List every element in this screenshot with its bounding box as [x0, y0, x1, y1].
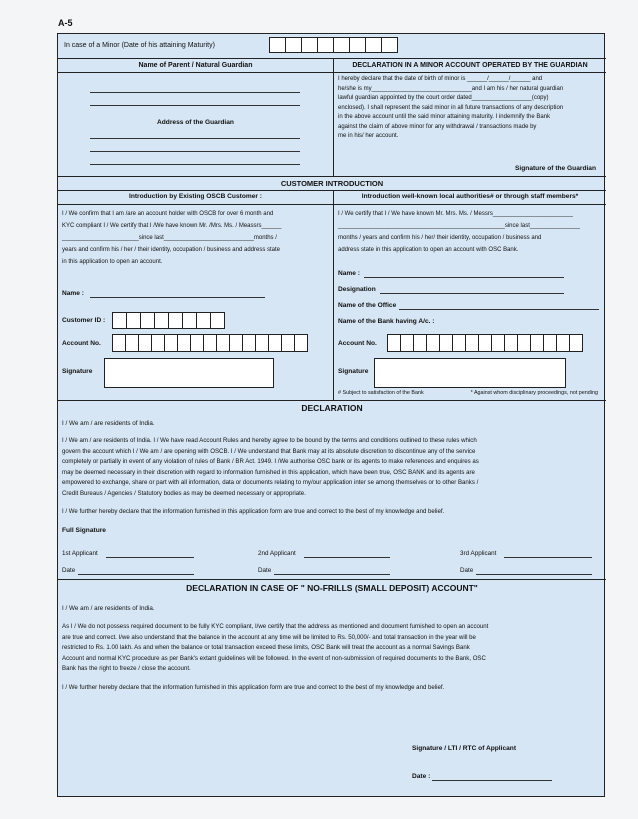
divider	[58, 204, 606, 205]
intro-right-header: Introduction well-known local authorities# or through staff members*	[361, 193, 579, 200]
guardian-address-label: Address of the Guardian	[157, 119, 234, 126]
date-2-line[interactable]	[274, 574, 390, 575]
right-signature-label: Signature	[338, 368, 369, 375]
applicant-1-line[interactable]	[106, 557, 194, 558]
right-name-line[interactable]	[364, 277, 564, 278]
applicant-3-line[interactable]	[504, 557, 592, 558]
designation-line[interactable]	[380, 293, 564, 294]
customer-id-label: Customer ID :	[62, 317, 106, 324]
office-label: Name of the Office	[338, 302, 397, 309]
intro-line: years and confirm his / her / their identity, occupation / business and address state	[62, 247, 281, 253]
declaration-line: he/she is my______________________________and I am his / her natural guardian	[338, 85, 564, 92]
name-label: Name :	[62, 290, 84, 297]
office-line[interactable]	[399, 309, 599, 310]
customer-id-boxes[interactable]	[112, 312, 224, 329]
guardian-declaration-text	[338, 75, 602, 142]
divider	[58, 72, 606, 73]
applicant-3-label: 3rd Applicant	[460, 550, 497, 557]
footnote-left: # Subject to satisfaction of the Bank	[338, 390, 424, 396]
no-frills-line: As I / We do not possess required document to be fully KYC compliant, I/we certify that the address as mentioned and document furnished to open an account	[62, 623, 489, 630]
guardian-address-line[interactable]	[90, 164, 300, 165]
applicant-1-label: 1st Applicant	[62, 550, 98, 557]
intro-line: months / years and confirm his / her/ their identity, occupation / business and	[338, 235, 542, 241]
name-line[interactable]	[90, 297, 265, 298]
guardian-declaration-header: DECLARATION IN A MINOR ACCOUNT OPERATED BY THE GUARDIAN	[352, 62, 588, 69]
intro-line: __________________________________________________since last_______________	[338, 223, 580, 229]
declaration-line: Credit Bureaus / Agencies / Statutory bodies as may be deemed necessary or appropriate.	[62, 489, 306, 497]
declaration-line: completely or partially in event of any violation of rules of Bank / BR Act. 1949. I /We authorise OSC bank or its agents to make references and enquires as	[62, 458, 479, 465]
intro-line: in this application to open an account.	[62, 259, 163, 265]
signature-label: Signature	[62, 368, 93, 375]
signature-box[interactable]	[104, 358, 274, 388]
designation-label: Designation	[338, 286, 376, 293]
intro-line: I / We confirm that I am /are an account holder with OSCB for over 6 month and	[62, 211, 274, 217]
no-frills-p1: I / We am / are residents of India.	[62, 605, 155, 612]
declaration-p3: I / We further hereby declare that the information furnished in this application form are true and correct to the best of my knowledge and belief.	[62, 508, 445, 515]
guardian-address-line[interactable]	[90, 151, 300, 152]
maturity-label: In case of a Minor (Date of his attaining Maturity)	[64, 42, 215, 49]
introduction-title: CUSTOMER INTRODUCTION	[280, 179, 384, 188]
date-1-label: Date	[62, 567, 76, 574]
full-signature-label: Full Signature	[62, 527, 106, 534]
intro-left-text	[62, 208, 330, 268]
declaration-title: DECLARATION	[301, 403, 363, 413]
declaration-line: enclosed). I shall represent the said minor in all future transactions of any description	[338, 104, 564, 111]
date-1-line[interactable]	[78, 574, 194, 575]
footnote-right: * Against whom disciplinary proceedings, not pending	[470, 390, 598, 396]
date-3-line[interactable]	[476, 574, 592, 575]
applicant-2-label: 2nd Applicant	[258, 550, 296, 557]
declaration-line: may be deemed necessary in their discretion with regard to information furnished in this application, which have been true, OSC BANK and its agents are	[62, 468, 475, 476]
no-frills-p2	[62, 622, 602, 675]
declaration-p1: I / We am / are residents of India.	[62, 420, 155, 427]
declaration-line: I / We am / are residents of India. I / We have read Account Rules and hereby agree to be bound by the terms and conditions outlined to these rules which	[62, 437, 477, 444]
intro-line: _______________________since last___________________________months /	[62, 235, 277, 241]
no-frills-date-label: Date :	[412, 773, 431, 780]
declaration-line: lawful guardian appointed by the court order dated__________________(copy)	[338, 95, 549, 101]
date-2-label: Date	[258, 567, 272, 574]
maturity-date-boxes[interactable]	[269, 37, 397, 53]
right-account-boxes[interactable]	[387, 334, 582, 352]
applicant-2-line[interactable]	[304, 557, 390, 558]
guardian-name-line[interactable]	[90, 92, 300, 93]
applicant-signature-label: Signature / LTI / RTC of Applicant	[412, 745, 517, 752]
intro-line: address state in this application to open an account with OSC Bank.	[338, 247, 519, 253]
column-divider	[333, 190, 334, 400]
intro-left-header: Introduction by Existing OSCB Customer :	[129, 193, 262, 200]
no-frills-p3: I / We further hereby declare that the information furnished in this application form are true and correct to the best of my knowledge and belief.	[62, 684, 445, 691]
bank-label: Name of the Bank having A/c. :	[338, 318, 435, 325]
application-form	[57, 33, 605, 797]
divider	[58, 190, 606, 191]
declaration-line: empowered to exchange, share or part with all information, data or documents relating to my/our application inter se among themselves or to other Banks /	[62, 479, 479, 486]
right-name-label: Name :	[338, 270, 360, 277]
parent-header: Name of Parent / Natural Guardian	[138, 62, 253, 69]
declaration-line: I hereby declare that the date of birth of minor is ______/______/______ and	[338, 76, 543, 82]
guardian-signature-label: Signature of the Guardian	[515, 165, 596, 172]
declaration-p2	[62, 436, 602, 499]
divider	[58, 579, 606, 580]
guardian-name-line[interactable]	[90, 105, 300, 106]
right-signature-box[interactable]	[374, 358, 566, 388]
no-frills-line: Bank has the right to freeze / close the account.	[62, 665, 191, 672]
date-3-label: Date	[460, 567, 474, 574]
divider	[58, 400, 606, 401]
no-frills-line: restricted to Rs. 1.00 lakh. As and when the balance or total transaction exceed these limits, OSC Bank will treat the account as a normal Savings Bank	[62, 644, 470, 651]
account-no-boxes[interactable]	[112, 334, 307, 352]
no-frills-line: are true and correct. I/we also understand that the balance in the account at any time will be limited to Rs. 50,000/- and total transaction in the year will be	[62, 633, 476, 641]
guardian-address-line[interactable]	[90, 138, 300, 139]
declaration-line: in the above account until the said minor attaining maturity. I indemnify the Bank	[338, 114, 551, 120]
no-frills-title: DECLARATION IN CASE OF " NO-FRILLS (SMALL DEPOSIT) ACCOUNT"	[186, 583, 478, 593]
no-frills-date-line[interactable]	[432, 780, 552, 781]
divider	[58, 58, 606, 59]
page-label: A-5	[58, 18, 73, 28]
intro-right-text	[338, 208, 602, 256]
right-account-label: Account No.	[338, 340, 377, 347]
declaration-line: govern the account which I / We am / are opening with OSCB. I / We understand that Bank may at its absolute discretion to discontinue any of the service	[62, 447, 476, 455]
intro-line: I / We certify that I / We have known Mr. Mrs. Ms. / Messrs________________________	[338, 211, 573, 217]
column-divider	[333, 58, 334, 176]
divider	[58, 176, 606, 177]
declaration-line: against the claim of above minor for any withdrawal / transactions made by	[338, 123, 537, 130]
declaration-line: me in his/ her account.	[338, 133, 399, 139]
no-frills-line: Account and normal KYC procedure as per Bank's extant guidelines will be followed. In the event of non-submission of required documents to the Bank, OSC	[62, 654, 486, 662]
intro-line: KYC compliant I / We certify that I /We have known Mr. /Mrs. Ms. / Meassrs______	[62, 223, 282, 229]
account-no-label: Account No.	[62, 340, 101, 347]
